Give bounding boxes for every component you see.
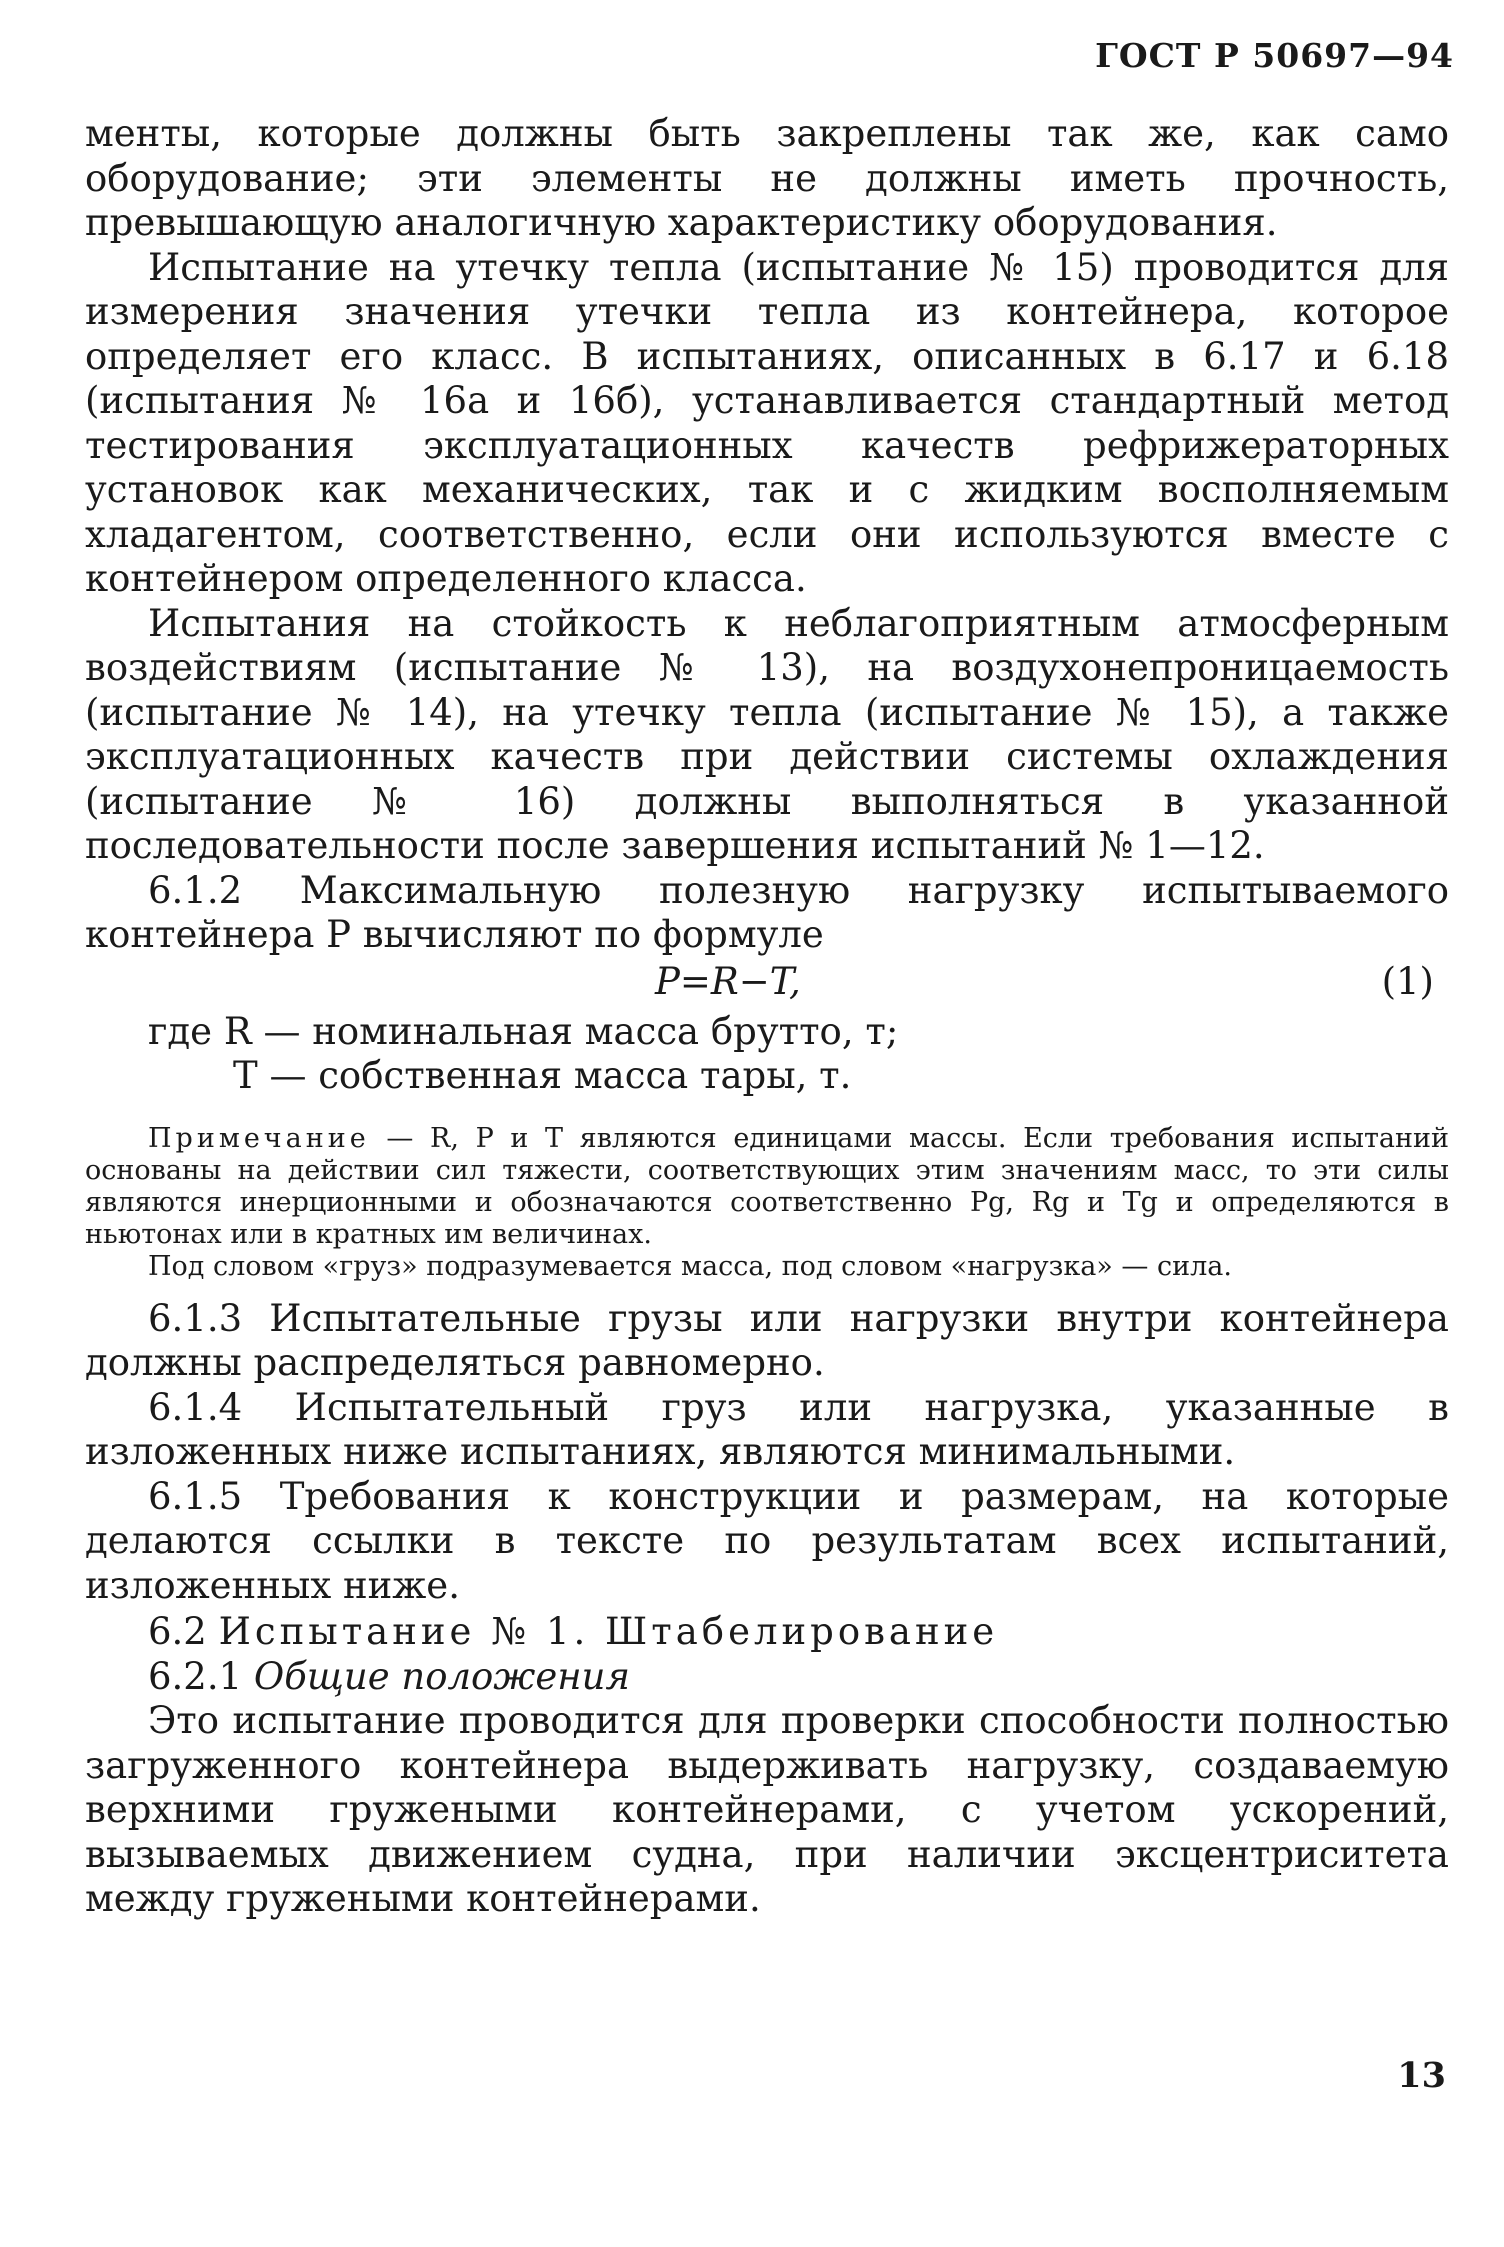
section-heading [85,1610,1449,1655]
clause-6-1-2: 6.1.2 Максимальную полезную нагрузку испытываемого контейнера P вычисляют по формуле [85,868,1449,956]
note-paragraph-1 [85,1123,1449,1251]
paragraph-heat-leak-test: Испытание на утечку тепла (испытание № 15) проводится для измерения значения утечки тепла из контейнера, которое определяет его класс. В испытаниях, описанных в 6.17 и 6.18 (испытания № 16а и 16б), устанавливается стандартный метод тестирования эксплуатационных качеств рефрижераторных установок как механических, так и с жидким восполняемым хладагентом, соответственно, если они используются вместе с контейнером определенного класса. [85,245,1449,600]
paragraph-continuation: менты, которые должны быть закреплены так же, как само оборудование; эти элементы не должны иметь прочность, превышающую аналогичную характеристику оборудования. [85,112,1449,244]
paragraph-stacking-purpose: Это испытание проводится для проверки способности полностью загруженного контейнера выдерживать нагрузку, создаваемую верхними гружеными контейнерами, с учетом ускорений, вызываемых движением судна, при наличии эксцентриситета между гружеными контейнерами. [85,1699,1449,1920]
subsection-heading [85,1655,1449,1700]
note-text-1: — R, P и T являются единицами массы. Если требования испытаний основаны на действии сил тяжести, соответствующих этим значениям масс, то эти силы являются инерционными и обозначаются соответственно Pg, Rg и Tg и определяются в ньютонах или в кратных им величинах. [85,1122,1449,1250]
note-paragraph-2: Под словом «груз» подразумевается масса, под словом «нагрузка» — сила. [148,1250,1232,1282]
section-title: Испытание № 1. Штабелирование [218,1610,999,1653]
subsection-title: Общие положения [253,1654,630,1698]
legend-t: T — собственная масса тары, т. [233,1054,852,1097]
formula-1 [85,960,1449,1006]
formula-expression: P=R−T, [655,959,801,1003]
section-number: 6.2 [148,1610,207,1653]
note-block [85,1123,1449,1283]
formula-number: (1) [1381,959,1434,1003]
clause-6-1-5: 6.1.5 Требования к конструкции и размерам, на которые делаются ссылки в тексте по результатам всех испытаний, изложенных ниже. [85,1474,1449,1607]
clause-6-1-3: 6.1.3 Испытательные грузы или нагрузки внутри контейнера должны распределяться равномерно. [85,1296,1449,1384]
formula-legend [148,1010,1449,1099]
paragraph-test-sequence: Испытания на стойкость к неблагоприятным атмосферным воздействиям (испытание № 13), на воздухонепроницаемость (испытание № 14), на утечку тепла (испытание № 15), а также эксплуатационных качеств при действии системы охлаждения (испытание № 16) должны выполняться в указанной последовательности после завершения испытаний № 1—12. [85,601,1449,867]
document-body [85,112,1449,1922]
clause-6-1-4: 6.1.4 Испытательный груз или нагрузка, указанные в изложенных ниже испытаниях, являются минимальными. [85,1385,1449,1473]
document-header: ГОСТ Р 50697—94 [1095,36,1454,75]
subsection-number: 6.2.1 [148,1654,243,1698]
note-label: Примечание [148,1122,370,1154]
legend-r: где R — номинальная масса брутто, т; [148,1009,899,1053]
page-number: 13 [1397,2055,1446,2096]
